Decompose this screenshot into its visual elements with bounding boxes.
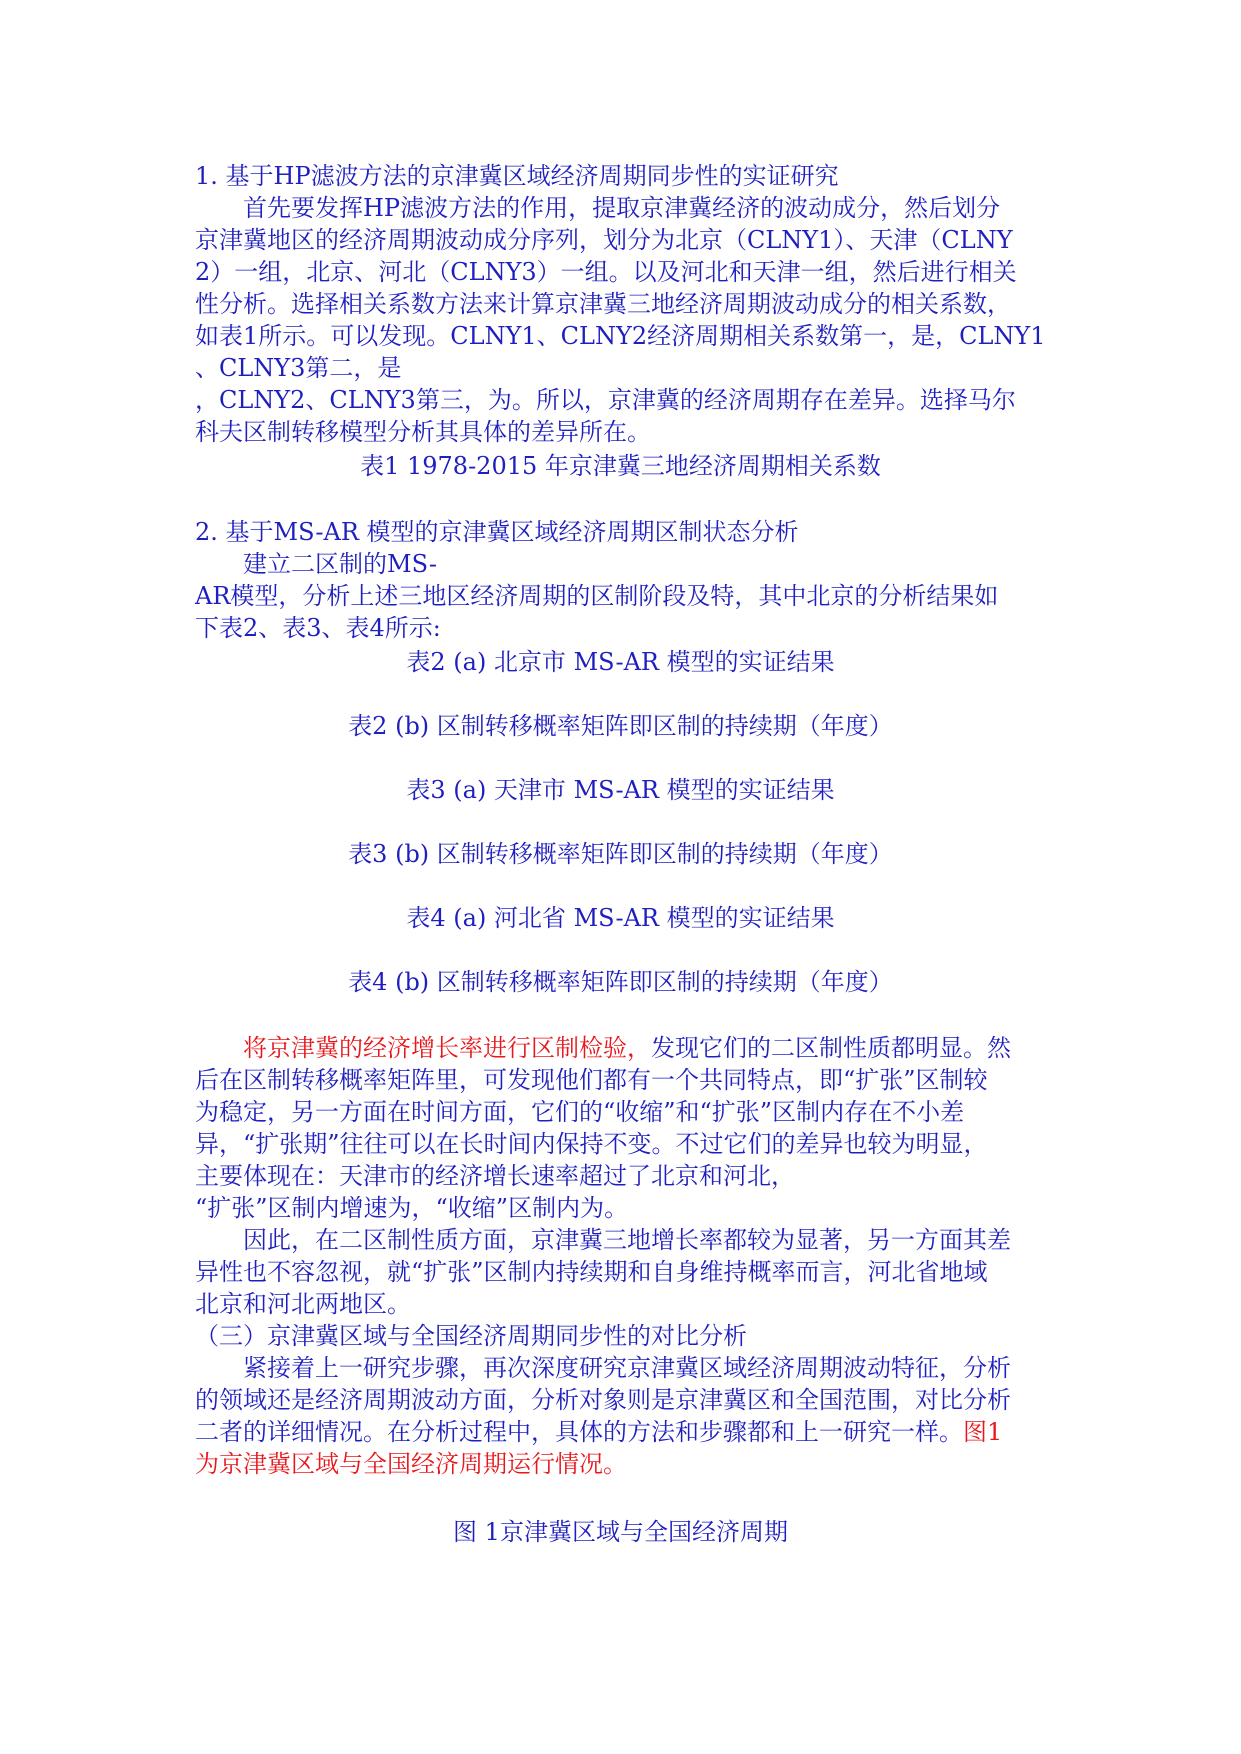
table2b-caption: 表2 (b) 区制转移概率矩阵即区制的持续期（年度）: [348, 712, 893, 740]
section3-line: 的领域还是经济周期波动方面，分析对象则是京津冀区和全国范围，对比分析: [195, 1386, 1011, 1414]
table1-caption: 表1 1978-2015 年京津冀三地经济周期相关系数: [360, 452, 881, 480]
section3-line: 紧接着上一研究步骤，再次深度研究京津冀区域经济周期波动特征，分析: [243, 1354, 1011, 1382]
paragraph3-line: 为稳定，另一方面在时间方面，它们的“收缩”和“扩张”区制内存在不小差: [195, 1098, 965, 1126]
figure-reference: 图1: [963, 1418, 1003, 1446]
section1-heading: 1. 基于HP滤波方法的京津冀区域经济周期同步性的实证研究: [195, 162, 839, 190]
section2-line: AR模型，分析上述三地区经济周期的区制阶段及特，其中北京的分析结果如: [195, 582, 999, 610]
table4a-caption: 表4 (a) 河北省 MS-AR 模型的实证结果: [406, 904, 835, 932]
section2-line: 建立二区制的MS-: [243, 550, 438, 578]
paragraph3-line: 异，“扩张期”往往可以在长时间内保持不变。不过它们的差异也较为明显，: [195, 1130, 988, 1158]
highlighted-text: 将京津冀的经济增长率进行区制检验，: [243, 1034, 651, 1062]
paragraph4-line: 北京和河北两地区。: [195, 1290, 411, 1318]
table3a-caption: 表3 (a) 天津市 MS-AR 模型的实证结果: [406, 776, 835, 804]
paragraph3-line: 主要体现在：天津市的经济增长速率超过了北京和河北，: [195, 1162, 795, 1190]
section3-line-mixed: [195, 1416, 1055, 1448]
section1-line: 2）一组，北京、河北（CLNY3）一组。以及河北和天津一组，然后进行相关: [195, 258, 1017, 286]
paragraph3-line: 后在区制转移概率矩阵里，可发现他们都有一个共同特点，即“扩张”区制较: [195, 1066, 988, 1094]
paragraph3-first-line: [243, 1032, 1103, 1064]
section1-line: 、CLNY3第二，是: [195, 354, 402, 382]
section1-line: 首先要发挥HP滤波方法的作用，提取京津冀经济的波动成分，然后划分: [243, 194, 1001, 222]
section1-line: 京津冀地区的经济周期波动成分序列，划分为北京（CLNY1）、天津（CLNY: [195, 226, 1013, 254]
section2-heading: 2. 基于MS-AR 模型的京津冀区域经济周期区制状态分析: [195, 518, 799, 546]
section1-line: 性分析。选择相关系数方法来计算京津冀三地经济周期波动成分的相关系数，: [195, 290, 1011, 318]
figure1-caption: 图 1京津冀区域与全国经济周期: [453, 1518, 788, 1546]
section3-heading: （三）京津冀区域与全国经济周期同步性的对比分析: [195, 1322, 747, 1350]
paragraph3-text: 发现它们的二区制性质都明显。然: [651, 1034, 1011, 1062]
table2a-caption: 表2 (a) 北京市 MS-AR 模型的实证结果: [406, 648, 835, 676]
table3b-caption: 表3 (b) 区制转移概率矩阵即区制的持续期（年度）: [348, 840, 893, 868]
section1-line: ，CLNY2、CLNY3第三，为。所以，京津冀的经济周期存在差异。选择马尔: [195, 386, 1016, 414]
section1-line: 科夫区制转移模型分析其具体的差异所在。: [195, 418, 651, 446]
table4b-caption: 表4 (b) 区制转移概率矩阵即区制的持续期（年度）: [348, 968, 893, 996]
section3-text: 二者的详细情况。在分析过程中，具体的方法和步骤都和上一研究一样。: [195, 1418, 963, 1446]
paragraph3-line: “扩张”区制内增速为，“收缩”区制内为。: [195, 1194, 629, 1222]
figure-reference-line: 为京津冀区域与全国经济周期运行情况。: [195, 1450, 627, 1478]
paragraph4-line: 因此，在二区制性质方面，京津冀三地增长率都较为显著，另一方面其差: [243, 1226, 1011, 1254]
paragraph4-line: 异性也不容忽视，就“扩张”区制内持续期和自身维持概率而言，河北省地域: [195, 1258, 988, 1286]
section2-line: 下表2、表3、表4所示:: [195, 614, 441, 642]
section1-line: 如表1所示。可以发现。CLNY1、CLNY2经济周期相关系数第一，是，CLNY1: [195, 322, 1046, 350]
